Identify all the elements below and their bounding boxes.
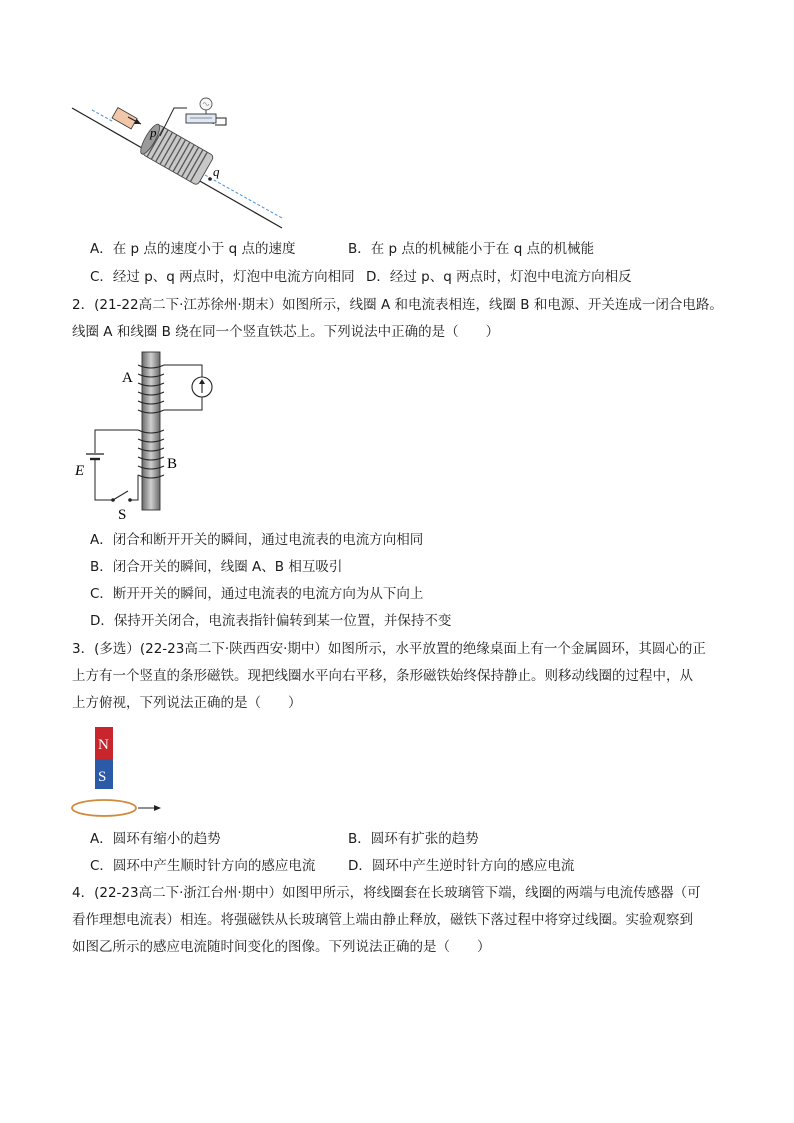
q3-option-a: A．圆环有缩小的趋势 [90, 831, 221, 847]
q3-stem-line1: 3．(多选）(22-23高二下·陕西西安·期中）如图所示，水平放置的绝缘桌面上有一个金属圆环，其圆心的正 [72, 641, 706, 657]
q2-figure-svg [0, 345, 794, 525]
coil-solenoid [137, 122, 214, 186]
label-b: B [167, 456, 178, 472]
q2-option-b: B．闭合开关的瞬间，线圈 A、B 相互吸引 [90, 559, 343, 575]
q1-figure [0, 0, 794, 240]
wire-b-left [95, 459, 112, 500]
bulb-base [186, 114, 216, 123]
q1-option-c: C．经过 p、q 两点时，灯泡中电流方向相同 [90, 269, 355, 285]
label-s: S [118, 507, 127, 523]
wire-a-bottom [164, 396, 202, 410]
q2-stem-line2: 线圈 A 和线圈 B 绕在同一个竖直铁芯上。下列说法中正确的是（ ） [72, 324, 500, 340]
wire-b-top [95, 430, 138, 453]
q2-option-d: D．保持开关闭合，电流表指针偏转到某一位置，并保持不变 [90, 613, 452, 629]
ammeter-icon [192, 377, 212, 397]
q4-stem-line2: 看作理想电流表）相连。将强磁铁从长玻璃管上端由静止释放，磁铁下落过程中将穿过线圈。实验观察到 [72, 912, 693, 928]
battery-icon [86, 454, 104, 459]
wire-a-top [164, 365, 202, 378]
q3-option-d: D．圆环中产生逆时针方向的感应电流 [348, 858, 575, 874]
dashed-track-lower [205, 175, 282, 218]
q2-option-c: C．断开开关的瞬间，通过电流表的电流方向为从下向上 [90, 586, 424, 602]
iron-core [142, 352, 160, 510]
q1-option-b: B．在 p 点的机械能小于在 q 点的机械能 [348, 241, 595, 257]
q3-stem-line2: 上方有一个竖直的条形磁铁。现把线圈水平向右平移，条形磁铁始终保持静止。则移动线圈的过程中，从 [72, 668, 693, 684]
dashed-track-upper [92, 110, 112, 121]
ring-move-arrowhead [154, 805, 161, 811]
sliding-block [112, 108, 137, 129]
q1-option-a: A．在 p 点的速度小于 q 点的速度 [90, 241, 296, 257]
metal-ring [72, 800, 136, 816]
switch-icon [111, 491, 132, 502]
label-s-magnet: S [98, 769, 107, 785]
label-q: q [213, 164, 220, 179]
q3-option-c: C．圆环中产生顺时针方向的感应电流 [90, 858, 316, 874]
q2-figure [0, 345, 794, 525]
label-p: p [150, 125, 157, 140]
q3-figure-svg [0, 720, 794, 820]
q3-option-b: B．圆环有扩张的趋势 [348, 831, 479, 847]
q4-stem-line3: 如图乙所示的感应电流随时间变化的图像。下列说法正确的是（ ） [72, 939, 491, 955]
label-n: N [98, 737, 109, 753]
q1-option-d: D．经过 p、q 两点时，灯泡中电流方向相反 [366, 269, 632, 285]
q4-stem-line1: 4．(22-23高二下·浙江台州·期中）如图甲所示，将线圈套在长玻璃管下端，线圈的两端与电流传感器（可 [72, 885, 701, 901]
q1-figure-svg [0, 0, 794, 240]
bulb-icon [200, 98, 212, 114]
label-a: A [122, 370, 133, 386]
q2-stem-line1: 2．(21-22高二下·江苏徐州·期末）如图所示，线圈 A 和电流表相连，线圈 B 和电源、开关连成一闭合电路。 [72, 297, 723, 313]
q3-figure [0, 720, 794, 820]
q2-option-a: A．闭合和断开开关的瞬间，通过电流表的电流方向相同 [90, 532, 424, 548]
point-q [208, 177, 212, 181]
wire-b-bottom [130, 475, 138, 500]
label-e: E [75, 463, 85, 479]
q3-stem-line3: 上方俯视，下列说法正确的是（ ） [72, 695, 302, 711]
